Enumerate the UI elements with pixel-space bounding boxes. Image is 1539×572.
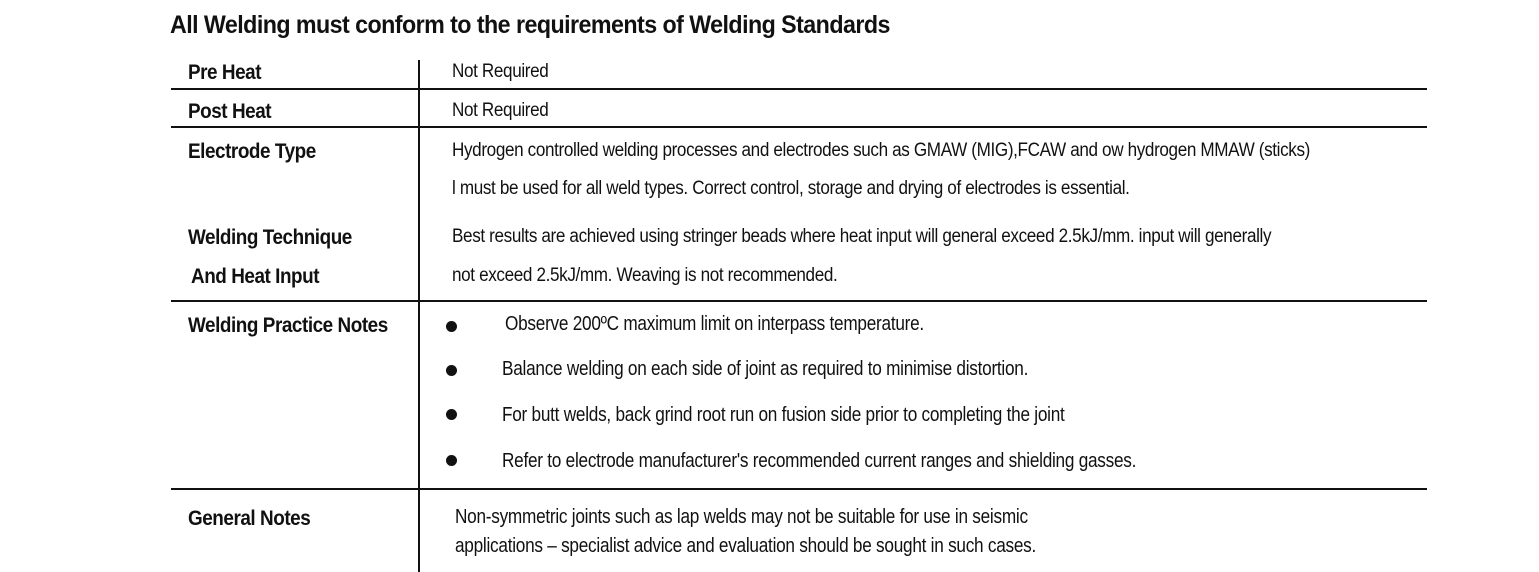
post-heat-value: Not Required bbox=[452, 100, 549, 121]
row-divider bbox=[171, 126, 1427, 128]
general-notes-line-1: Non-symmetric joints such as lap welds may not be suitable for use in seismic bbox=[455, 506, 1028, 528]
welding-technique-label-1: Welding Technique bbox=[188, 226, 352, 249]
welding-technique-line-1: Best results are achieved using stringer beads where heat input will general exceed 2.5kJ/mm. input will generally bbox=[452, 226, 1272, 247]
electrode-type-line-2: l must be used for all weld types. Correct control, storage and drying of electrodes is essential. bbox=[452, 178, 1130, 199]
electrode-type-label: Electrode Type bbox=[188, 140, 316, 163]
row-divider bbox=[171, 300, 1427, 302]
practice-note-item: For butt welds, back grind root run on fusion side prior to completing the joint bbox=[502, 404, 1065, 426]
bullet-icon bbox=[446, 455, 457, 466]
bullet-icon bbox=[446, 321, 457, 332]
welding-technique-label-2: And Heat Input bbox=[191, 265, 320, 288]
document-title: All Welding must conform to the requirements of Welding Standards bbox=[170, 11, 890, 39]
bullet-icon bbox=[446, 409, 457, 420]
column-divider bbox=[418, 60, 420, 572]
row-divider bbox=[171, 488, 1427, 490]
general-notes-line-2: applications – specialist advice and evaluation should be sought in such cases. bbox=[455, 535, 1037, 557]
practice-note-item: Observe 200ºC maximum limit on interpass temperature. bbox=[505, 313, 924, 335]
bullet-icon bbox=[446, 365, 457, 376]
post-heat-label: Post Heat bbox=[188, 100, 272, 123]
practice-note-item: Refer to electrode manufacturer's recommended current ranges and shielding gasses. bbox=[502, 450, 1137, 472]
welding-technique-line-2: not exceed 2.5kJ/mm. Weaving is not recommended. bbox=[452, 265, 838, 286]
practice-notes-label: Welding Practice Notes bbox=[188, 314, 388, 337]
row-divider bbox=[171, 88, 1427, 90]
electrode-type-line-1: Hydrogen controlled welding processes and electrodes such as GMAW (MIG),FCAW and ow hydrogen MMAW (sticks) bbox=[452, 140, 1311, 161]
practice-note-item: Balance welding on each side of joint as required to minimise distortion. bbox=[502, 358, 1029, 380]
general-notes-label: General Notes bbox=[188, 507, 311, 530]
pre-heat-value: Not Required bbox=[452, 61, 549, 82]
pre-heat-label: Pre Heat bbox=[188, 61, 262, 84]
